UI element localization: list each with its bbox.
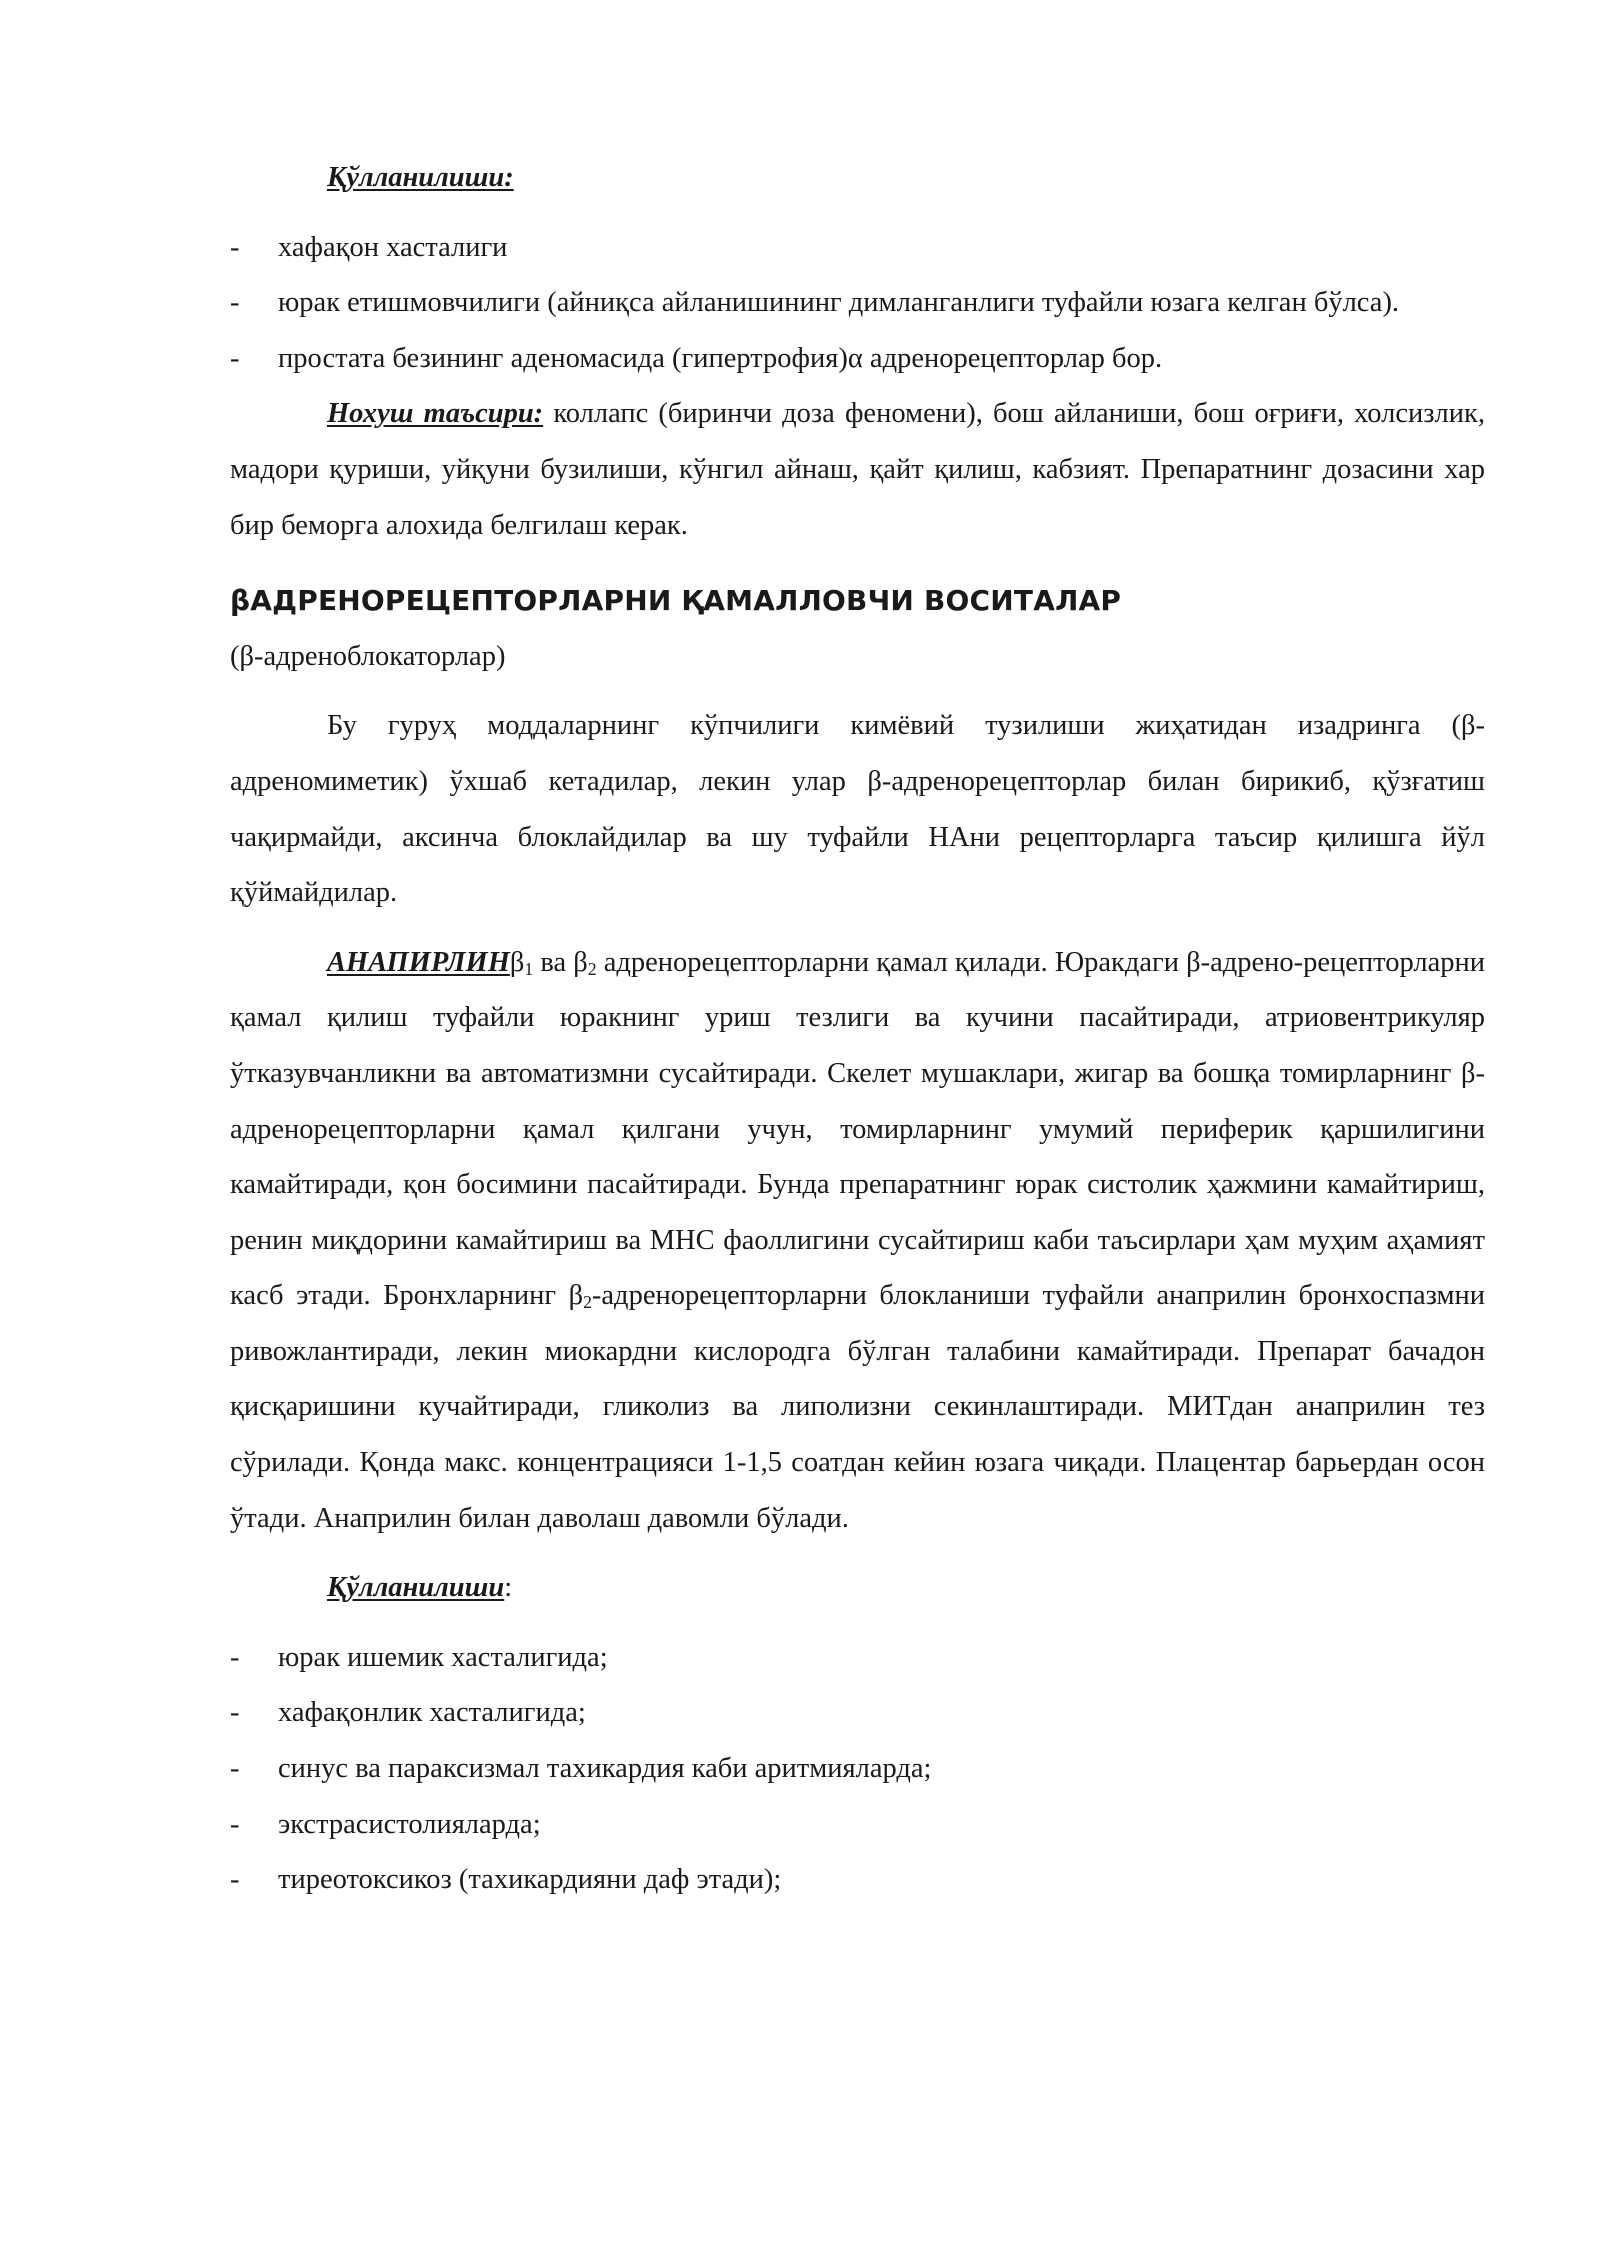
list-dash: - (230, 231, 240, 263)
list-item: - простата безининг аденомасида (гипертрофия)α адренорецепторлар бор. (230, 331, 1485, 387)
section-title: βАДРЕНОРЕЦЕПТОРЛАРНИ ҚАМАЛЛОВЧИ ВОСИТАЛАР (230, 584, 1122, 618)
anaprilin-paragraph: АНАПИРЛИНβ$_1$ ва $\beta_2$ адренорецепторларни қамал қилади. Юракдаги β-адрено-рецепторларни қамал қилиш туфайли юракнинг уриш тезлиги ва кучини пасайтиради, атриовентрикуляр ўтказувчанликни ва автоматизмни сусайтиради. Скелет мушаклари, жигар ва бошқа томирларнинг β-адренорецепторларни қамал қилгани учун, томирларнинг умумий периферик қаршилигини камайтиради, қон босимини пасайтиради. Бунда препаратнинг юрак систолик ҳажмини камайтириш, ренин миқдорини камайтириш ва МНС фаоллигини сусайтириш каби таъсирлари ҳам муҳим аҳамият касб этади. Бронхларнинг $\beta_2$-адренорецепторларни блокланиши туфайли анаприлин бронхоспазмни ривожлантиради, лекин миокардни кислородга бўлган талабини камайтиради. Препарат бачадон қисқаришини кучайтиради, гликолиз ва липолизни секинлаштиради. МИТдан анаприлин тез сўрилади. Қонда макс. концентрацияси 1-1,5 соатдан кейин юзага чиқади. Плацентар барьердан осон ўтади. Анаприлин билан даволаш давомли бўлади. (230, 946, 1486, 1534)
usage-heading: Қўлланилиши: (327, 162, 514, 193)
usage-list (230, 1630, 1485, 1908)
section-subtitle: (β-адреноблокаторлар) (230, 640, 506, 672)
list-dash: - (230, 342, 240, 374)
list-dash: - (230, 1808, 240, 1840)
list-item: - экстрасистолияларда; (230, 1797, 1485, 1853)
list-dash: - (230, 1864, 240, 1896)
list-item: - юрак ишемик хасталигида; (230, 1630, 1485, 1686)
usage-heading: Қўлланилиши (327, 1572, 505, 1604)
side-effects-label: Нохуш таъсири: (327, 398, 544, 430)
usage-heading-2-line: Қўлланилиши: (327, 1572, 513, 1604)
list-item: - тиреотоксикоз (тахикардияни даф этади); (230, 1852, 1485, 1908)
list-item: - хафақонлик хасталигида; (230, 1685, 1485, 1741)
intro-paragraph: Бу гуруҳ моддаларнинг кўпчилиги кимёвий тузилиши жиҳатидан изадринга (β-адреномиметик) ўхшаб кетадилар, лекин улар β-адренорецепторлар билан бирикиб, қўзғатиш чақирмайди, аксинча блоклайдилар ва шу туфайли НАни рецепторларга таъсир қилишга йўл қўймайдилар. (230, 710, 1485, 909)
list-item: - синус ва параксизмал тахикардия каби аритмияларда; (230, 1741, 1485, 1797)
list-dash: - (230, 1641, 240, 1673)
list-item: - юрак етишмовчилиги (айниқса айланишининг димланганлиги туфайли юзага келган бўлса). (230, 275, 1485, 331)
document-page (230, 150, 1485, 1908)
side-effects-paragraph: Нохуш таъсири: коллапс (биринчи доза феномени), бош айланиши, бош оғриғи, холсизлик, мадори қуриши, уйқуни бузилиши, кўнгил айнаш, қайт қилиш, кабзият. Препаратнинг дозасини хар бир беморга алохида белгилаш керак. (230, 398, 1486, 541)
drug-name: АНАПИРЛИН (327, 946, 510, 978)
list-dash: - (230, 287, 240, 319)
list-item: - хафақон хасталиги (230, 220, 1485, 276)
list-dash: - (230, 1697, 240, 1729)
list-dash: - (230, 1753, 240, 1785)
usage-list (230, 220, 1485, 387)
